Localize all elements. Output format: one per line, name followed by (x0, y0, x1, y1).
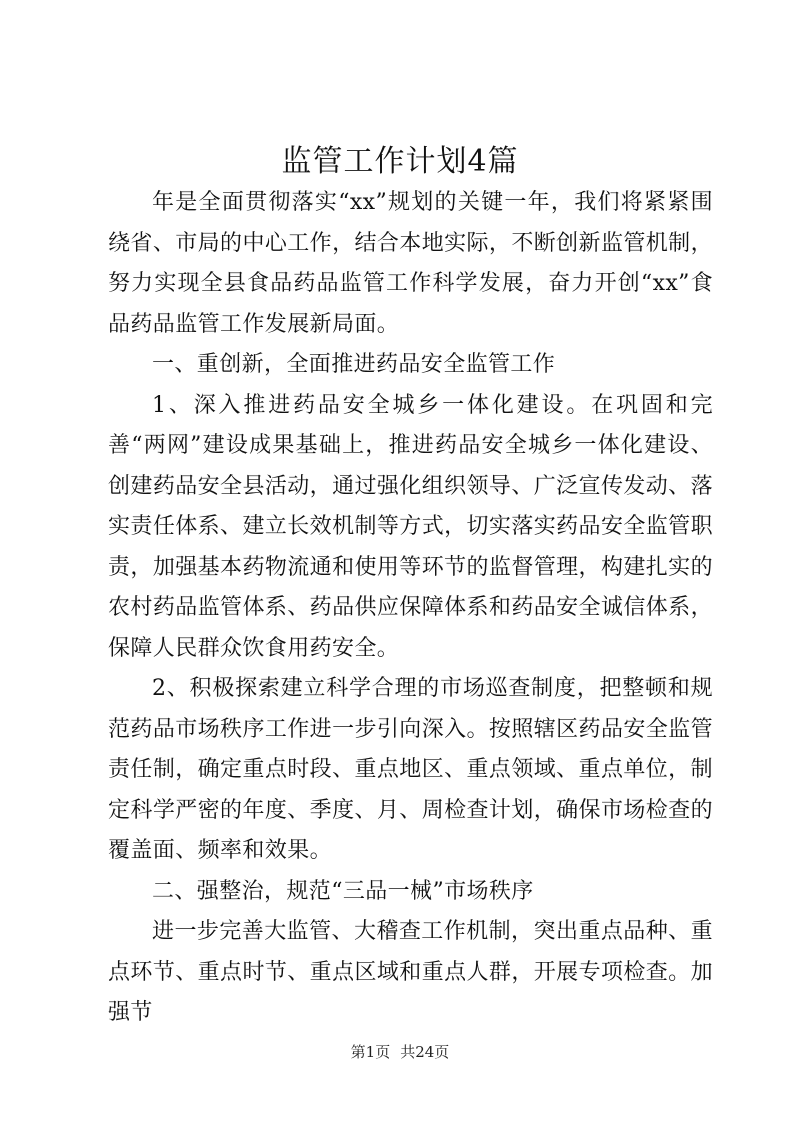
paragraph-intro: 年是全面贯彻落实“xx”规划的关键一年，我们将紧紧围绕省、市局的中心工作，结合本地实际，不断创新监管机制，努力实现全县食品药品监管工作科学发展，奋力开创“xx”食品药品监管工作发展新局面。 (108, 190, 713, 337)
document-title: 监管工作计划4篇 (281, 144, 519, 179)
page-total: 共24页 (400, 1043, 450, 1061)
paragraph-item-2: 2、积极探索建立科学合理的市场巡查制度，把整顿和规范药品市场秩序工作进一步引向深入。按照辖区药品安全监管责任制，确定重点时段、重点地区、重点领域、重点单位，制定科学严密的年度、季度、月、周检查计划，确保市场检查的覆盖面、频率和效果。 (108, 676, 713, 863)
page-number: 第1页 (350, 1043, 391, 1061)
paragraph-section-2: 进一步完善大监管、大稽查工作机制，突出重点品种、重点环节、重点时节、重点区域和重点人群，开展专项检查。加强节 (108, 919, 713, 1025)
page-footer (0, 1042, 800, 1062)
paragraph-item-1: 1、深入推进药品安全城乡一体化建设。在巩固和完善“两网”建设成果基础上，推进药品安全城乡一体化建设、创建药品安全县活动，通过强化组织领导、广泛宣传发动、落实责任体系、建立长效机制等方式，切实落实药品安全监管职责，加强基本药物流通和使用等环节的监督管理，构建扎实的农村药品监管体系、药品供应保障体系和药品安全诚信体系，保障人民群众饮食用药安全。 (108, 392, 713, 661)
document-body (108, 183, 713, 1034)
section-heading-1: 一、重创新，全面推进药品安全监管工作 (152, 352, 556, 377)
section-heading-2: 二、强整治，规范“三品一械”市场秩序 (152, 878, 534, 904)
